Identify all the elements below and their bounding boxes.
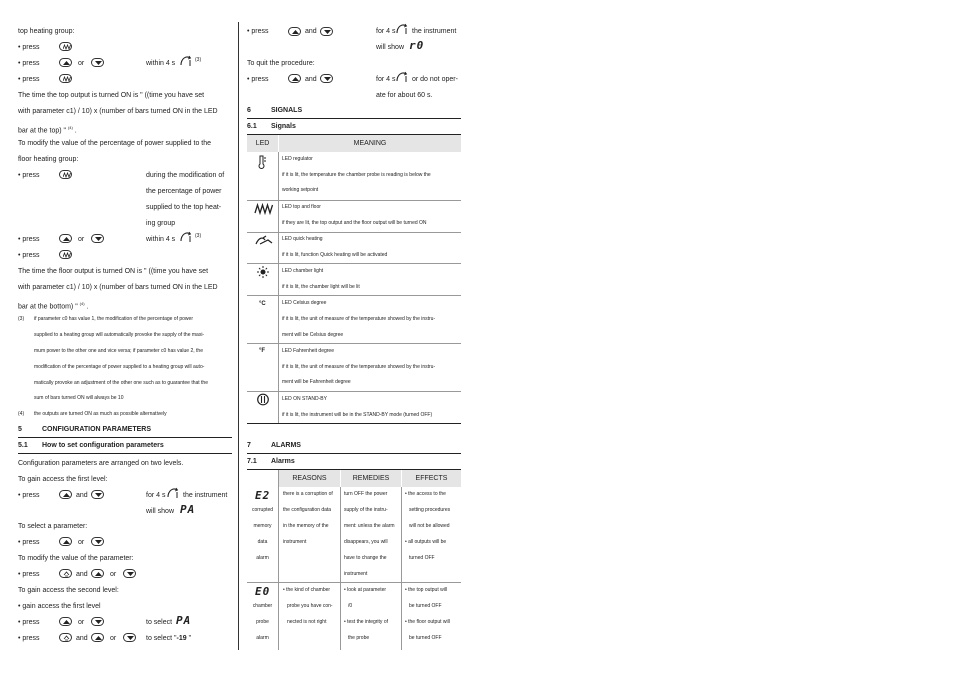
column-separator — [278, 152, 279, 423]
remedy-line: instrument — [344, 571, 368, 577]
column-separator — [401, 487, 402, 650]
effects-header: EFFECTS — [415, 475, 448, 482]
or-label: or — [78, 619, 85, 626]
row-divider — [247, 200, 461, 201]
remedy-line: turn OFF the power — [344, 491, 388, 497]
remedy-line: ment: unless the alarm — [344, 523, 395, 529]
subsection-title: Signals — [271, 123, 296, 130]
effect-line: • the access to the — [405, 491, 446, 497]
reasons-header: REASONS — [292, 475, 327, 482]
signal-title: LED ON STAND-BY — [282, 396, 327, 402]
footnote-line: modification of the percentage of power supplied to a heating group will auto- — [34, 364, 205, 370]
effect-line: • the top output will — [405, 587, 448, 593]
paragraph-text: bar at the bottom) " — [18, 303, 80, 311]
value-19: -19 — [176, 635, 187, 642]
up-button[interactable] — [59, 617, 72, 626]
down-button[interactable] — [91, 537, 104, 546]
footnote-ref: (4) — [79, 301, 85, 306]
display-pa: PA — [176, 614, 192, 627]
up-button[interactable] — [59, 234, 72, 243]
alarm-name-line: alarm — [256, 635, 269, 641]
paragraph-line: with parameter c1) / 10) x (number of bars turned ON in the LED — [18, 108, 218, 115]
quick-heating-icon — [254, 235, 274, 247]
down-button[interactable] — [320, 27, 333, 36]
during-line: the percentage of power — [146, 188, 222, 195]
remedies-header: REMEDIES — [352, 475, 390, 482]
up-button[interactable] — [91, 633, 104, 642]
row-divider — [247, 343, 461, 344]
column-divider — [238, 22, 239, 650]
paragraph-line: bar at the bottom) " $^{(4)}$ . — [18, 301, 89, 311]
for-label: for 4 s — [146, 492, 166, 499]
alarm-name-line: memory — [253, 523, 272, 529]
or-label: or — [110, 571, 117, 578]
press-label: • press — [18, 619, 40, 626]
press-label: • press — [18, 236, 40, 243]
within-label: within 4 s — [146, 60, 176, 67]
and-label: and — [76, 635, 88, 642]
to-select-line — [146, 634, 191, 643]
signal-text: if it is lit, the chamber light will be lit — [282, 284, 360, 290]
section-number: 7 — [247, 442, 251, 449]
signal-title: LED quick heating — [282, 236, 323, 242]
reason-line: instrument — [283, 539, 307, 545]
reason-line: the configuration data — [283, 507, 332, 513]
heating-button[interactable] — [59, 170, 72, 179]
effect-line: turned OFF — [409, 555, 435, 561]
signal-text: if they are lit, the top output and the floor output will be turned ON — [282, 220, 427, 226]
up-button[interactable] — [288, 74, 301, 83]
remedy-line: disappears, you will — [344, 539, 388, 545]
press-label: • press — [18, 44, 40, 51]
column-separator — [340, 487, 341, 650]
instrument-label: the instrument — [183, 492, 228, 499]
press-label: • press — [18, 635, 40, 642]
paragraph-line: The time the floor output is turned ON is " ((time you have set — [18, 268, 209, 275]
reason-line: • the kind of chamber — [283, 587, 331, 593]
timer-icon — [396, 23, 408, 36]
alarm-code: E2 — [255, 489, 271, 502]
subsection-number: 6.1 — [247, 123, 257, 130]
celsius-symbol: °C — [259, 301, 266, 307]
down-button[interactable] — [91, 234, 104, 243]
section-title: ALARMS — [271, 442, 301, 449]
remedy-line: • test the integrity of — [344, 619, 388, 625]
effect-line: • the floor output will — [405, 619, 450, 625]
heating-button[interactable] — [59, 74, 72, 83]
will-show-label: will show — [376, 44, 405, 51]
timer-icon — [180, 231, 192, 244]
press-label: • press — [18, 76, 40, 83]
section-number: 6 — [247, 107, 251, 114]
signal-title: LED Fahrenheit degree — [282, 348, 334, 354]
row-divider — [247, 391, 461, 392]
down-button[interactable] — [91, 617, 104, 626]
alarm-code: E0 — [255, 585, 271, 598]
footnote-line: mum power to the other one and vice versa; if parameter c0 has value 2, the — [34, 348, 203, 354]
subsection-title: How to set configuration parameters — [42, 442, 164, 449]
up-button[interactable] — [91, 569, 104, 578]
signal-title: LED chamber light — [282, 268, 324, 274]
subsection-rule — [18, 453, 232, 454]
display-r0: r0 — [409, 39, 425, 52]
down-button[interactable] — [123, 569, 136, 578]
standby-icon — [256, 393, 270, 406]
effect-line: be turned OFF — [409, 635, 442, 641]
press-label: • press — [18, 172, 40, 179]
paragraph-line: To modify the value of the percentage of power supplied to the — [18, 140, 212, 147]
during-line: ing group — [146, 220, 176, 227]
signal-text: if it is lit, the unit of measure of the temperature showed by the instru- — [282, 316, 436, 322]
for-label: for 4 s — [376, 76, 396, 83]
and-label: and — [76, 571, 88, 578]
timer-icon — [396, 71, 408, 84]
table-bottom-rule — [247, 423, 461, 424]
section-rule — [247, 118, 461, 119]
subsection-number: 5.1 — [18, 442, 28, 449]
text-line: • gain access the first level — [18, 603, 101, 610]
row-divider — [247, 263, 461, 264]
and-label: and — [305, 28, 317, 35]
timer-icon — [167, 487, 179, 500]
timer-icon — [180, 55, 192, 68]
quote: " — [188, 635, 192, 642]
reason-line: nected is not right — [287, 619, 327, 625]
text-line: Configuration parameters are arranged on two levels. — [18, 460, 184, 467]
heating-button[interactable] — [59, 42, 72, 51]
down-button[interactable] — [91, 490, 104, 499]
signal-text: if it is lit, the temperature the chamber probe is reading is below the — [282, 172, 431, 178]
remedy-line: the probe — [348, 635, 370, 641]
and-label: and — [76, 492, 88, 499]
section-rule — [18, 437, 232, 438]
during-line: supplied to the top heat- — [146, 204, 222, 211]
text-line: To select a parameter: — [18, 523, 88, 530]
section-title: CONFIGURATION PARAMETERS — [42, 426, 152, 433]
down-button[interactable] — [320, 74, 333, 83]
remedy-line: supply of the instru- — [344, 507, 388, 513]
remedy-line: • look at parameter — [344, 587, 387, 593]
signal-text: if it is lit, function Quick heating will be activated — [282, 252, 388, 258]
led-header: LED — [255, 140, 270, 147]
section-rule — [247, 453, 461, 454]
remedy-line: /0 — [348, 603, 353, 609]
paragraph-line: bar at the top) " $^{(4)}$ . — [18, 125, 77, 135]
effect-line: be turned OFF — [409, 603, 442, 609]
text-line: ate for about 60 s. — [376, 92, 433, 99]
signal-text: working setpoint — [282, 187, 319, 193]
up-button[interactable] — [59, 490, 72, 499]
footnote-ref: (3) — [195, 57, 202, 63]
during-line: during the modification of — [146, 172, 225, 179]
for-label: for 4 s — [376, 28, 396, 35]
row-divider — [247, 582, 461, 583]
paragraph-text: bar at the top) " — [18, 127, 68, 135]
thermometer-icon — [257, 155, 267, 169]
alarm-name-line: corrupted — [251, 507, 274, 513]
row-divider — [247, 295, 461, 296]
signal-text: ment will be Celsius degree — [282, 332, 344, 338]
effect-line: • all outputs will be — [405, 539, 447, 545]
alarm-name-line: chamber — [252, 603, 273, 609]
to-select-text: to select " — [146, 635, 177, 642]
will-show-label: will show — [146, 508, 175, 515]
signal-title: LED regulator — [282, 156, 313, 162]
alarm-name-line: alarm — [256, 555, 269, 561]
up-button[interactable] — [59, 537, 72, 546]
footnote-number: (3) — [18, 316, 25, 322]
effect-line: will not be allowed — [409, 523, 450, 529]
or-label: or — [110, 635, 117, 642]
down-button[interactable] — [91, 58, 104, 67]
paragraph-line: floor heating group: — [18, 156, 79, 163]
fahrenheit-symbol: °F — [259, 348, 266, 354]
press-label: • press — [18, 539, 40, 546]
footnote-ref: (4) — [67, 125, 73, 130]
subsection-title: Alarms — [271, 458, 295, 465]
press-label: • press — [18, 492, 40, 499]
press-label: • press — [18, 252, 40, 259]
or-label: or — [78, 539, 85, 546]
row-divider — [247, 232, 461, 233]
subsection-number: 7.1 — [247, 458, 257, 465]
text-line: or do not oper- — [412, 76, 458, 83]
footnote-line: matically provoke an adjustment of the other one such as to guarantee that the — [34, 380, 208, 386]
press-label: • press — [247, 28, 269, 35]
to-select-label: to select — [146, 619, 173, 626]
press-label: • press — [18, 571, 40, 578]
remedy-line: have to change the — [344, 555, 387, 561]
signal-text: ment will be Fahrenheit degree — [282, 379, 351, 385]
within-label: within 4 s — [146, 236, 176, 243]
footnote-line: supplied to a heating group will automatically provoke the supply of the maxi- — [34, 332, 205, 338]
press-label: • press — [18, 60, 40, 67]
press-label: • press — [247, 76, 269, 83]
footnote-ref: (3) — [195, 233, 202, 239]
up-button[interactable] — [59, 58, 72, 67]
paragraph-line: with parameter c1) / 10) x (number of bars turned ON in the LED — [18, 284, 218, 291]
text-line: To gain access the first level: — [18, 476, 108, 483]
display-pa: PA — [180, 503, 196, 516]
or-label: or — [78, 236, 85, 243]
signal-text: if it is lit, the instrument will be in the STAND-BY mode (turned OFF) — [282, 412, 433, 418]
light-icon — [257, 266, 269, 278]
footnote-number: (4) — [18, 411, 25, 417]
footnote-line: if parameter c0 has value 1, the modification of the percentage of power — [34, 316, 193, 322]
quick-heating-button[interactable] — [59, 633, 72, 642]
text-line: To quit the procedure: — [247, 60, 315, 67]
paragraph-line: The time the top output is turned ON is " ((time you have set — [18, 92, 205, 99]
signal-title: LED Celsius degree — [282, 300, 327, 306]
instrument-label: the instrument — [412, 28, 457, 35]
section-title: SIGNALS — [271, 107, 303, 114]
text-line: To gain access the second level: — [18, 587, 119, 594]
footnote-line: the outputs are turned ON as much as possible alternatively — [34, 411, 167, 417]
quick-heating-button[interactable] — [59, 569, 72, 578]
section-number: 5 — [18, 426, 22, 433]
column-separator — [278, 470, 279, 650]
effect-line: setting procedures — [409, 507, 451, 513]
alarm-name-line: probe — [256, 619, 269, 625]
signal-text: if it is lit, the unit of measure of the temperature showed by the instru- — [282, 364, 436, 370]
signal-title: LED top and floor — [282, 204, 321, 210]
text-line: top heating group: — [18, 28, 75, 35]
down-button[interactable] — [123, 633, 136, 642]
reason-line: there is a corruption of — [283, 491, 333, 497]
reason-line: probe you have con- — [287, 603, 333, 609]
footnote-line: sum of bars turned ON will always be 10 — [34, 395, 124, 401]
or-label: or — [78, 60, 85, 67]
and-label: and — [305, 76, 317, 83]
heating-wave-icon — [254, 203, 274, 215]
meaning-header: MEANING — [353, 140, 387, 147]
alarm-name-line: data — [257, 539, 268, 545]
reason-line: in the memory of the — [283, 523, 329, 529]
up-button[interactable] — [288, 27, 301, 36]
text-line: To modify the value of the parameter: — [18, 555, 134, 562]
heating-button[interactable] — [59, 250, 72, 259]
